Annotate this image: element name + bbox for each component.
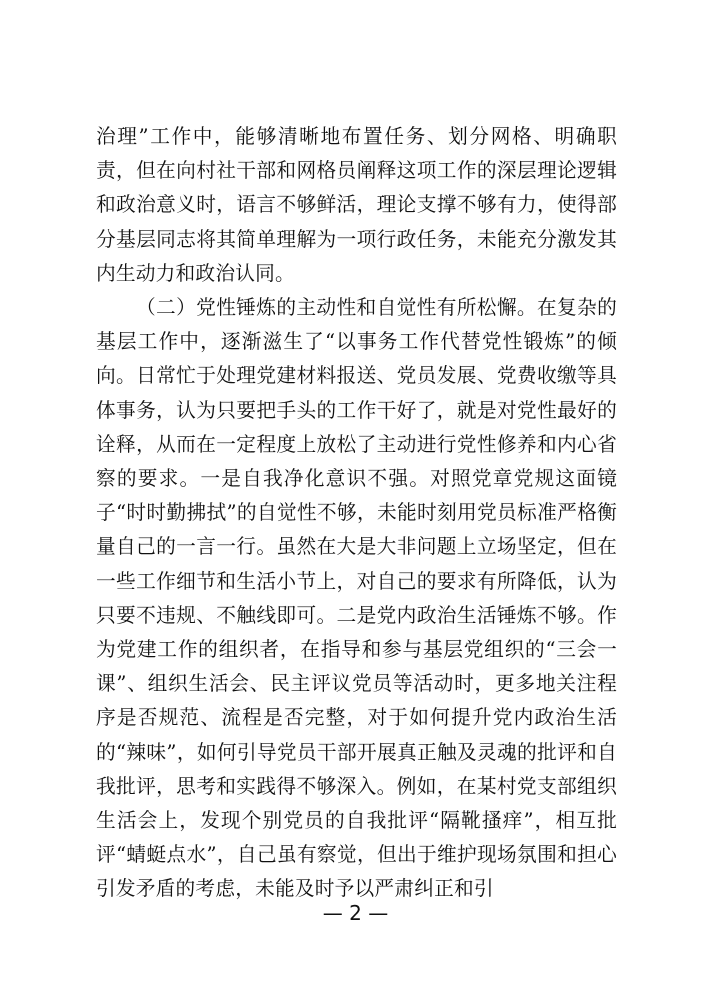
paragraph-section-two: （二）党性锤炼的主动性和自觉性有所松懈。在复杂的基层工作中，逐渐滋生了“以事务工作代替党性锻炼”的倾向。日常忙于处理党建材料报送、党员发展、党费收缴等具体事务，认为只要把手头的工作干好了，就是对党性最好的诠释，从而在一定程度上放松了主动进行党性修养和内心省察的要求。一是自我净化意识不强。对照党章党规这面镜子“时时勤拂拭”的自觉性不够，未能时刻用党员标准严格衡量自己的一言一行。虽然在大是大非问题上立场坚定，但在一些工作细节和生活小节上，对自己的要求有所降低，认为只要不违规、不触线即可。二是党内政治生活锤炼不够。作为党建工作的组织者，在指导和参与基层党组织的“三会一课”、组织生活会、民主评议党员等活动时，更多地关注程序是否规范、流程是否完整，对于如何提升党内政治生活的“辣味”，如何引导党员干部开展真正触及灵魂的批评和自我批评，思考和实践得不够深入。例如，在某村党支部组织生活会上，发现个别党员的自我批评“隔靴搔痒”，相互批评“蜻蜓点水”，自己虽有察觉，但出于维护现场氛围和担心引发矛盾的考虑，未能及时予以严肃纠正和引 xyxy=(96,296,617,901)
document-body xyxy=(96,120,617,907)
page-number: — 2 — xyxy=(322,901,389,925)
paragraph-continuation: 治理”工作中，能够清晰地布置任务、划分网格、明确职责，但在向村社干部和网格员阐释这项工作的深层理论逻辑和政治意义时，语言不够鲜活，理论支撑不够有力，使得部分基层同志将其简单理解为一项行政任务，未能充分激发其内生动力和政治认同。 xyxy=(96,125,617,285)
